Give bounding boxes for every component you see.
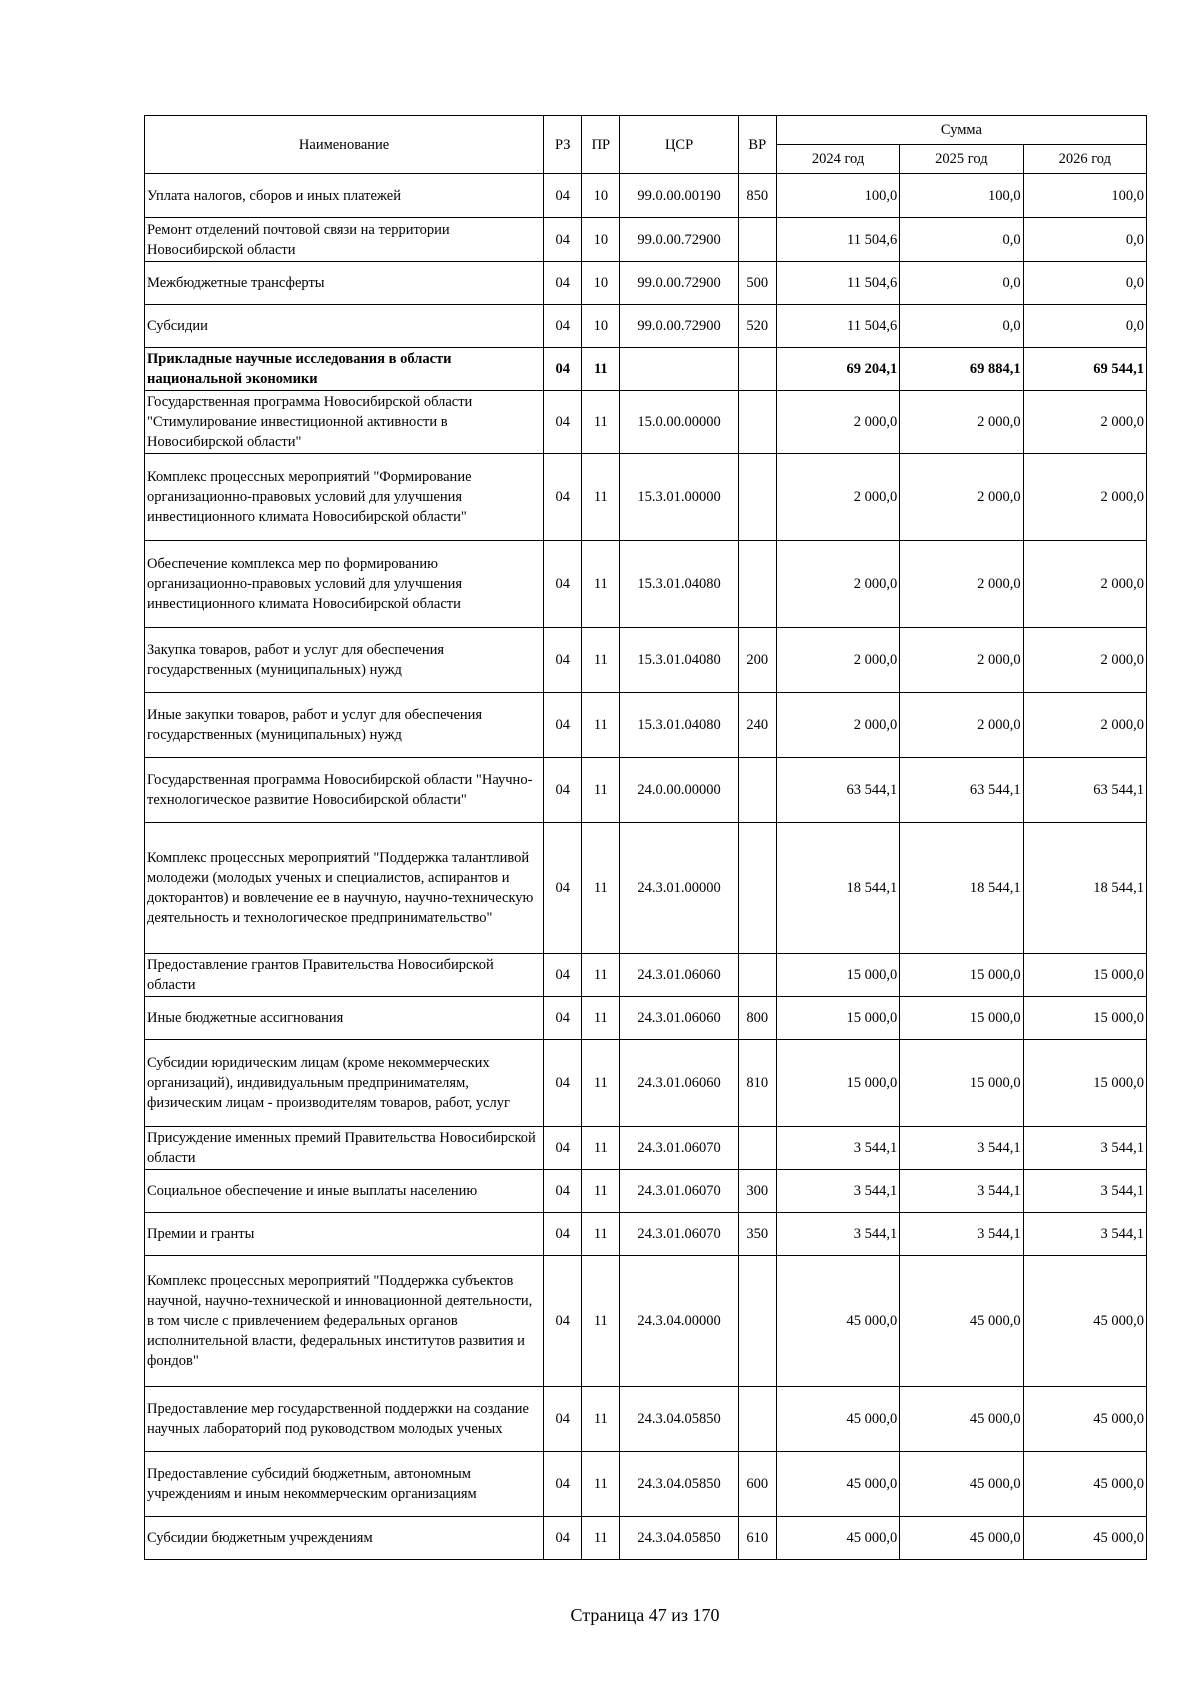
row-rz: 04 [544, 1170, 582, 1213]
table-body [145, 174, 1147, 1560]
row-pr: 11 [582, 997, 620, 1040]
row-rz: 04 [544, 693, 582, 758]
header-vr: ВР [738, 116, 776, 174]
row-vr: 810 [738, 1040, 776, 1127]
row-amount-2025: 15 000,0 [900, 997, 1023, 1040]
row-amount-2024: 3 544,1 [776, 1170, 899, 1213]
row-csr: 99.0.00.00190 [620, 174, 738, 218]
row-name: Комплекс процессных мероприятий "Формирование организационно-правовых условий для улучшения инвестиционного климата Новосибирской области" [145, 454, 544, 541]
row-name: Ремонт отделений почтовой связи на территории Новосибирской области [145, 218, 544, 262]
row-name: Комплекс процессных мероприятий "Поддержка субъектов научной, научно-технической и инновационной деятельности, в том числе с привлечением федеральных органов исполнительной власти, федеральных институтов развития и фондов" [145, 1256, 544, 1387]
row-pr: 10 [582, 305, 620, 348]
table-row [145, 954, 1147, 997]
row-name: Предоставление мер государственной поддержки на создание научных лабораторий под руководством молодых ученых [145, 1387, 544, 1452]
row-amount-2024: 11 504,6 [776, 262, 899, 305]
row-amount-2025: 15 000,0 [900, 954, 1023, 997]
row-amount-2024: 100,0 [776, 174, 899, 218]
row-vr [738, 758, 776, 823]
row-name: Прикладные научные исследования в области национальной экономики [145, 348, 544, 391]
header-name: Наименование [145, 116, 544, 174]
row-amount-2025: 2 000,0 [900, 693, 1023, 758]
row-pr: 10 [582, 262, 620, 305]
row-amount-2024: 2 000,0 [776, 628, 899, 693]
row-name: Закупка товаров, работ и услуг для обеспечения государственных (муниципальных) нужд [145, 628, 544, 693]
row-name: Государственная программа Новосибирской области "Стимулирование инвестиционной активности в Новосибирской области" [145, 391, 544, 454]
row-csr: 15.0.00.00000 [620, 391, 738, 454]
table-row [145, 174, 1147, 218]
row-amount-2026: 2 000,0 [1023, 391, 1146, 454]
row-rz: 04 [544, 305, 582, 348]
row-name: Субсидии [145, 305, 544, 348]
row-vr: 500 [738, 262, 776, 305]
row-amount-2026: 3 544,1 [1023, 1170, 1146, 1213]
row-rz: 04 [544, 1127, 582, 1170]
table-row [145, 693, 1147, 758]
row-vr: 200 [738, 628, 776, 693]
row-vr: 300 [738, 1170, 776, 1213]
row-vr: 240 [738, 693, 776, 758]
row-amount-2026: 15 000,0 [1023, 997, 1146, 1040]
row-csr: 24.3.01.06060 [620, 1040, 738, 1127]
table-row [145, 1387, 1147, 1452]
row-vr [738, 1256, 776, 1387]
row-amount-2025: 15 000,0 [900, 1040, 1023, 1127]
row-amount-2024: 3 544,1 [776, 1213, 899, 1256]
header-rz: РЗ [544, 116, 582, 174]
table-row [145, 758, 1147, 823]
row-pr: 11 [582, 1256, 620, 1387]
row-vr [738, 1387, 776, 1452]
row-amount-2024: 2 000,0 [776, 454, 899, 541]
row-rz: 04 [544, 758, 582, 823]
row-pr: 11 [582, 1127, 620, 1170]
row-pr: 11 [582, 628, 620, 693]
row-amount-2026: 45 000,0 [1023, 1256, 1146, 1387]
row-name: Государственная программа Новосибирской области "Научно-технологическое развитие Новосибирской области" [145, 758, 544, 823]
table-row [145, 628, 1147, 693]
row-vr [738, 954, 776, 997]
row-csr: 24.3.01.06070 [620, 1170, 738, 1213]
row-amount-2025: 100,0 [900, 174, 1023, 218]
row-pr: 11 [582, 1213, 620, 1256]
row-rz: 04 [544, 823, 582, 954]
row-amount-2026: 2 000,0 [1023, 454, 1146, 541]
row-csr: 99.0.00.72900 [620, 262, 738, 305]
row-pr: 11 [582, 348, 620, 391]
row-vr [738, 541, 776, 628]
row-name: Обеспечение комплекса мер по формированию организационно-правовых условий для улучшения инвестиционного климата Новосибирской области [145, 541, 544, 628]
row-pr: 11 [582, 693, 620, 758]
row-vr: 350 [738, 1213, 776, 1256]
row-amount-2026: 0,0 [1023, 218, 1146, 262]
row-amount-2024: 45 000,0 [776, 1452, 899, 1517]
row-name: Предоставление субсидий бюджетным, автономным учреждениям и иным некоммерческим организациям [145, 1452, 544, 1517]
row-vr: 800 [738, 997, 776, 1040]
table-row [145, 823, 1147, 954]
row-name: Субсидии юридическим лицам (кроме некоммерческих организаций), индивидуальным предпринимателям, физическим лицам - производителям товаров, работ, услуг [145, 1040, 544, 1127]
row-pr: 11 [582, 758, 620, 823]
row-amount-2025: 69 884,1 [900, 348, 1023, 391]
row-rz: 04 [544, 541, 582, 628]
row-amount-2024: 2 000,0 [776, 541, 899, 628]
row-csr: 24.3.04.05850 [620, 1517, 738, 1560]
table-row [145, 1170, 1147, 1213]
row-amount-2026: 15 000,0 [1023, 1040, 1146, 1127]
row-amount-2025: 18 544,1 [900, 823, 1023, 954]
row-pr: 10 [582, 218, 620, 262]
row-csr: 15.3.01.04080 [620, 541, 738, 628]
table-row [145, 1213, 1147, 1256]
row-pr: 11 [582, 541, 620, 628]
row-csr: 24.3.01.00000 [620, 823, 738, 954]
row-vr: 520 [738, 305, 776, 348]
row-amount-2026: 45 000,0 [1023, 1517, 1146, 1560]
table-row [145, 1517, 1147, 1560]
row-amount-2025: 45 000,0 [900, 1452, 1023, 1517]
row-amount-2026: 0,0 [1023, 305, 1146, 348]
header-year-2024: 2024 год [776, 145, 899, 174]
row-vr [738, 348, 776, 391]
row-vr: 600 [738, 1452, 776, 1517]
table-header [145, 116, 1147, 174]
row-amount-2025: 3 544,1 [900, 1213, 1023, 1256]
page-number: Страница 47 из 170 [570, 1605, 720, 1625]
row-name: Иные бюджетные ассигнования [145, 997, 544, 1040]
header-csr: ЦСР [620, 116, 738, 174]
row-amount-2026: 63 544,1 [1023, 758, 1146, 823]
row-rz: 04 [544, 348, 582, 391]
row-vr: 610 [738, 1517, 776, 1560]
row-pr: 11 [582, 1387, 620, 1452]
table-row [145, 1256, 1147, 1387]
header-sum: Сумма [776, 116, 1146, 145]
row-amount-2024: 45 000,0 [776, 1256, 899, 1387]
row-amount-2026: 45 000,0 [1023, 1452, 1146, 1517]
header-pr: ПР [582, 116, 620, 174]
table-row [145, 262, 1147, 305]
row-vr [738, 391, 776, 454]
row-pr: 11 [582, 1517, 620, 1560]
row-rz: 04 [544, 1452, 582, 1517]
table-row [145, 1040, 1147, 1127]
row-amount-2024: 45 000,0 [776, 1387, 899, 1452]
row-amount-2026: 3 544,1 [1023, 1213, 1146, 1256]
row-amount-2025: 2 000,0 [900, 628, 1023, 693]
row-name: Социальное обеспечение и иные выплаты населению [145, 1170, 544, 1213]
row-amount-2026: 2 000,0 [1023, 541, 1146, 628]
row-pr: 11 [582, 954, 620, 997]
row-amount-2025: 63 544,1 [900, 758, 1023, 823]
row-amount-2026: 0,0 [1023, 262, 1146, 305]
row-csr: 99.0.00.72900 [620, 305, 738, 348]
row-amount-2024: 15 000,0 [776, 997, 899, 1040]
row-amount-2025: 45 000,0 [900, 1387, 1023, 1452]
row-csr: 24.0.00.00000 [620, 758, 738, 823]
row-amount-2025: 2 000,0 [900, 454, 1023, 541]
row-csr: 24.3.01.06060 [620, 997, 738, 1040]
row-rz: 04 [544, 628, 582, 693]
row-amount-2024: 2 000,0 [776, 693, 899, 758]
row-csr: 15.3.01.00000 [620, 454, 738, 541]
row-csr: 15.3.01.04080 [620, 693, 738, 758]
budget-table [144, 115, 1147, 1560]
row-amount-2024: 15 000,0 [776, 954, 899, 997]
table-row [145, 305, 1147, 348]
row-pr: 10 [582, 174, 620, 218]
row-name: Предоставление грантов Правительства Новосибирской области [145, 954, 544, 997]
row-csr: 24.3.01.06070 [620, 1127, 738, 1170]
row-amount-2024: 45 000,0 [776, 1517, 899, 1560]
row-rz: 04 [544, 1213, 582, 1256]
row-vr [738, 823, 776, 954]
row-rz: 04 [544, 262, 582, 305]
row-amount-2025: 0,0 [900, 218, 1023, 262]
row-amount-2025: 45 000,0 [900, 1517, 1023, 1560]
row-amount-2026: 15 000,0 [1023, 954, 1146, 997]
row-amount-2026: 69 544,1 [1023, 348, 1146, 391]
table-row [145, 218, 1147, 262]
row-amount-2026: 2 000,0 [1023, 693, 1146, 758]
row-amount-2025: 0,0 [900, 305, 1023, 348]
row-name: Иные закупки товаров, работ и услуг для обеспечения государственных (муниципальных) нужд [145, 693, 544, 758]
row-vr [738, 218, 776, 262]
row-amount-2026: 2 000,0 [1023, 628, 1146, 693]
row-rz: 04 [544, 1517, 582, 1560]
row-rz: 04 [544, 218, 582, 262]
row-rz: 04 [544, 1040, 582, 1127]
row-csr: 24.3.04.00000 [620, 1256, 738, 1387]
row-amount-2024: 15 000,0 [776, 1040, 899, 1127]
row-amount-2025: 45 000,0 [900, 1256, 1023, 1387]
row-rz: 04 [544, 391, 582, 454]
row-amount-2026: 100,0 [1023, 174, 1146, 218]
table-row [145, 454, 1147, 541]
row-rz: 04 [544, 1387, 582, 1452]
row-pr: 11 [582, 1170, 620, 1213]
row-csr: 24.3.04.05850 [620, 1387, 738, 1452]
row-pr: 11 [582, 823, 620, 954]
row-vr: 850 [738, 174, 776, 218]
row-rz: 04 [544, 954, 582, 997]
table-row [145, 997, 1147, 1040]
row-amount-2024: 69 204,1 [776, 348, 899, 391]
row-amount-2025: 3 544,1 [900, 1170, 1023, 1213]
row-rz: 04 [544, 174, 582, 218]
table-row [145, 391, 1147, 454]
row-amount-2026: 18 544,1 [1023, 823, 1146, 954]
table-row [145, 348, 1147, 391]
row-name: Премии и гранты [145, 1213, 544, 1256]
row-vr [738, 454, 776, 541]
row-rz: 04 [544, 997, 582, 1040]
row-amount-2024: 11 504,6 [776, 305, 899, 348]
row-amount-2026: 45 000,0 [1023, 1387, 1146, 1452]
row-csr: 24.3.04.05850 [620, 1452, 738, 1517]
row-rz: 04 [544, 454, 582, 541]
row-amount-2025: 2 000,0 [900, 541, 1023, 628]
row-csr: 99.0.00.72900 [620, 218, 738, 262]
table-row [145, 541, 1147, 628]
table-row [145, 1452, 1147, 1517]
row-amount-2025: 3 544,1 [900, 1127, 1023, 1170]
row-pr: 11 [582, 1040, 620, 1127]
row-amount-2024: 11 504,6 [776, 218, 899, 262]
row-amount-2024: 63 544,1 [776, 758, 899, 823]
row-csr: 15.3.01.04080 [620, 628, 738, 693]
row-name: Уплата налогов, сборов и иных платежей [145, 174, 544, 218]
row-csr [620, 348, 738, 391]
row-pr: 11 [582, 454, 620, 541]
row-name: Комплекс процессных мероприятий "Поддержка талантливой молодежи (молодых ученых и специалистов, аспирантов и докторантов) и вовлечение ее в научную, научно-техническую деятельность и технологическое предпринимательство" [145, 823, 544, 954]
row-pr: 11 [582, 1452, 620, 1517]
row-pr: 11 [582, 391, 620, 454]
row-amount-2026: 3 544,1 [1023, 1127, 1146, 1170]
row-name: Межбюджетные трансферты [145, 262, 544, 305]
row-amount-2024: 2 000,0 [776, 391, 899, 454]
row-rz: 04 [544, 1256, 582, 1387]
row-amount-2024: 18 544,1 [776, 823, 899, 954]
row-csr: 24.3.01.06070 [620, 1213, 738, 1256]
row-amount-2024: 3 544,1 [776, 1127, 899, 1170]
row-amount-2025: 2 000,0 [900, 391, 1023, 454]
row-vr [738, 1127, 776, 1170]
header-year-2026: 2026 год [1023, 145, 1146, 174]
row-csr: 24.3.01.06060 [620, 954, 738, 997]
table-row [145, 1127, 1147, 1170]
row-amount-2025: 0,0 [900, 262, 1023, 305]
header-year-2025: 2025 год [900, 145, 1023, 174]
row-name: Субсидии бюджетным учреждениям [145, 1517, 544, 1560]
row-name: Присуждение именных премий Правительства Новосибирской области [145, 1127, 544, 1170]
